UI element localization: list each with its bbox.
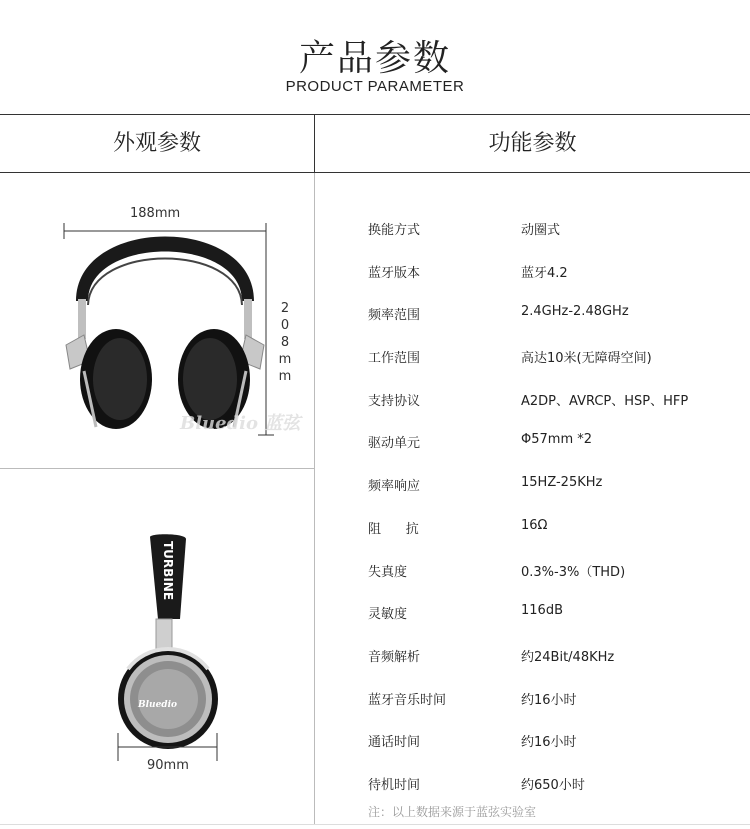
spec-row: [368, 432, 728, 454]
bottom-border: [0, 824, 750, 825]
spec-row: [368, 603, 728, 625]
spec-row: [368, 304, 728, 326]
spec-key: 音频解析: [368, 650, 421, 665]
spec-value: 动圈式: [521, 223, 561, 238]
spec-value: 约16小时: [521, 693, 577, 708]
spec-value: 高达10米(无障碍空间): [521, 351, 652, 366]
spec-row: [368, 475, 728, 497]
spec-key: 蓝牙版本: [368, 266, 421, 281]
function-heading: 功能参数: [488, 131, 577, 156]
spec-value: 约24Bit/48KHz: [521, 650, 615, 665]
spec-row: [368, 347, 728, 369]
spec-key: 待机时间: [368, 778, 421, 793]
band-label: TURBINE: [161, 541, 175, 601]
spec-key: 阻 抗: [368, 522, 419, 537]
spec-value: 约16小时: [521, 735, 577, 750]
page-title: 产品参数: [298, 38, 451, 79]
depth-dimension-label: 90mm: [147, 758, 189, 773]
spec-key: 蓝牙音乐时间: [368, 693, 447, 708]
spec-key: 频率范围: [368, 308, 421, 323]
spec-value: 116dB: [521, 603, 563, 618]
spec-key: 灵敏度: [368, 607, 408, 622]
spec-value: A2DP、AVRCP、HSP、HFP: [521, 394, 689, 409]
spec-row: [368, 390, 728, 412]
height-dimension-label: 2 0 8 m m: [278, 301, 292, 384]
spec-row: [368, 646, 728, 668]
cup-logo: Bluedio: [138, 700, 178, 710]
width-dimension-label: 188mm: [130, 206, 181, 221]
brand-watermark: Bluedio 蓝弦: [180, 413, 301, 434]
side-view-figure: [0, 469, 314, 799]
spec-value: 16Ω: [521, 518, 548, 533]
spec-row: [368, 219, 728, 241]
spec-row: [368, 689, 728, 711]
spec-value: Φ57mm *2: [521, 432, 593, 447]
header-divider-top: [0, 114, 750, 115]
data-source-note: 注：以上数据来源于蓝弦实验室: [368, 805, 537, 819]
spec-key: 工作范围: [368, 351, 421, 366]
spec-key: 失真度: [368, 565, 408, 580]
spec-value: 蓝牙4.2: [521, 266, 568, 281]
appearance-heading: 外观参数: [112, 131, 201, 156]
spec-row: [368, 262, 728, 284]
spec-key: 换能方式: [368, 223, 421, 238]
spec-row: [368, 731, 728, 753]
page-subtitle: PRODUCT PARAMETER: [285, 78, 465, 95]
body-column-divider: [314, 173, 315, 825]
spec-value: 约650小时: [521, 778, 585, 793]
spec-value: 2.4GHz-2.48GHz: [521, 304, 629, 319]
spec-row: [368, 561, 728, 583]
spec-key: 支持协议: [368, 394, 421, 409]
spec-value: 0.3%-3%（THD): [521, 565, 626, 580]
spec-row: [368, 518, 728, 540]
spec-key: 通话时间: [368, 735, 421, 750]
spec-value: 15HZ-25KHz: [521, 475, 603, 490]
spec-key: 驱动单元: [368, 436, 421, 451]
headphone-side-image: [0, 469, 314, 799]
spec-row: [368, 774, 728, 796]
spec-key: 频率响应: [368, 479, 421, 494]
